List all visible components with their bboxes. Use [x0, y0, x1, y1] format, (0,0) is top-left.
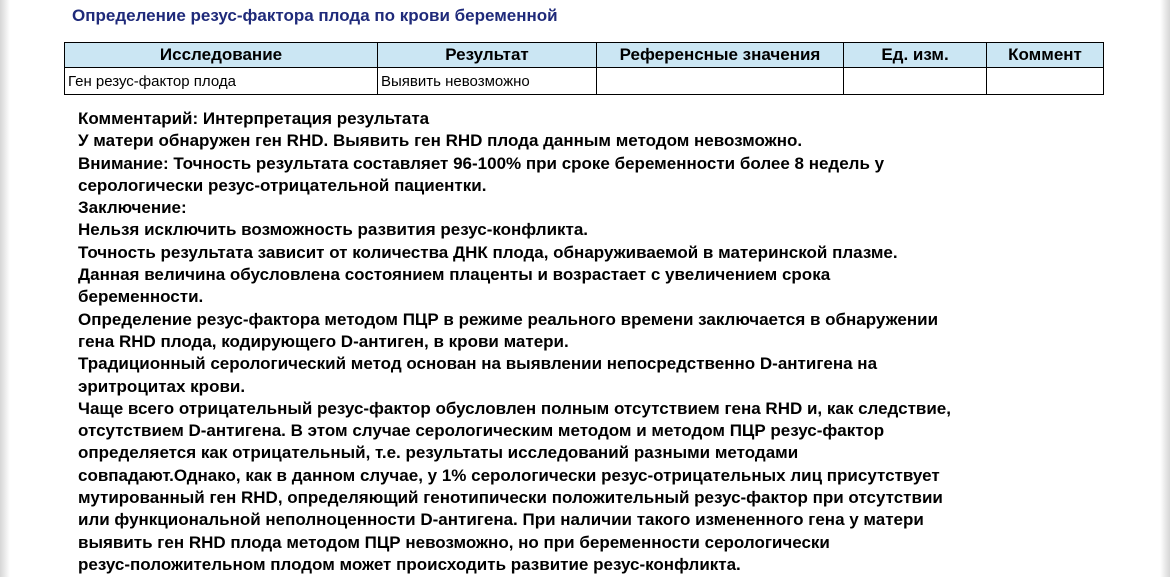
comment-line: Нельзя исключить возможность развития резус-конфликта.	[78, 220, 589, 240]
column-header-reference: Референсные значения	[597, 43, 844, 68]
interpretation-comment	[78, 108, 1158, 576]
comment-line: У матери обнаружен ген RHD. Выявить ген RHD плода данным методом невозможно.	[78, 131, 803, 151]
table-row	[65, 68, 1104, 95]
comment-line: беременности.	[78, 287, 204, 307]
comment-line: совпадают.Однако, как в данном случае, у 1% серологически резус-отрицательных лиц присутствует	[78, 465, 940, 485]
comment-heading: Комментарий: Интерпретация результата	[78, 109, 430, 128]
comment-line: Традиционный серологический метод основан на выявлении непосредственно D-антигена на	[78, 354, 878, 374]
results-table	[64, 42, 1104, 95]
comment-line: гена RHD плода, кодирующего D-антиген, в крови матери.	[78, 331, 569, 351]
comment-line: эритроцитах крови.	[78, 376, 246, 396]
cell-comment	[987, 68, 1104, 95]
comment-line: или функциональной неполноценности D-антигена. При наличии такого измененного гена у матери	[78, 510, 924, 530]
column-header-units: Ед. изм.	[844, 43, 987, 68]
comment-line: резус-положительном плодом может происходить развитие резус-конфликта.	[78, 554, 741, 574]
cell-reference	[597, 68, 844, 95]
cell-study: Ген резус-фактор плода	[65, 68, 378, 95]
comment-line: Данная величина обусловлена состоянием плаценты и возрастает с увеличением срока	[78, 265, 831, 285]
page-title: Определение резус-фактора плода по крови беременной	[72, 6, 558, 25]
page-edge-shadow-left	[0, 0, 10, 577]
column-header-comment: Коммент	[987, 43, 1104, 68]
comment-line: Точность результата зависит от количества ДНК плода, обнаруживаемой в материнской плазме.	[78, 242, 898, 262]
cell-result: Выявить невозможно	[378, 68, 597, 95]
column-header-study: Исследование	[65, 43, 378, 68]
comment-line: мутированный ген RHD, определяющий генотипически положительный резус-фактор при отсутствии	[78, 488, 943, 508]
comment-line: выявить ген RHD плода методом ПЦР невозможно, но при беременности серологически	[78, 532, 830, 552]
page-edge-shadow-right	[1160, 0, 1170, 577]
conclusion-heading: Заключение:	[78, 198, 187, 218]
comment-line: Чаще всего отрицательный резус-фактор обусловлен полным отсутствием гена RHD и, как следствие,	[78, 398, 951, 418]
comment-line: серологически резус-отрицательной пациентки.	[78, 175, 487, 195]
comment-line: определяется как отрицательный, т.е. результаты исследований разными методами	[78, 443, 799, 463]
comment-line: Определение резус-фактора методом ПЦР в режиме реального времени заключается в обнаружении	[78, 309, 939, 329]
comment-line: отсутствием D-антигена. В этом случае серологическим методом и методом ПЦР резус-фактор	[78, 421, 885, 441]
cell-units	[844, 68, 987, 95]
comment-line: Внимание: Точность результата составляет 96-100% при сроке беременности более 8 недель у	[78, 153, 885, 173]
column-header-result: Результат	[378, 43, 597, 68]
table-header-row	[65, 43, 1104, 68]
